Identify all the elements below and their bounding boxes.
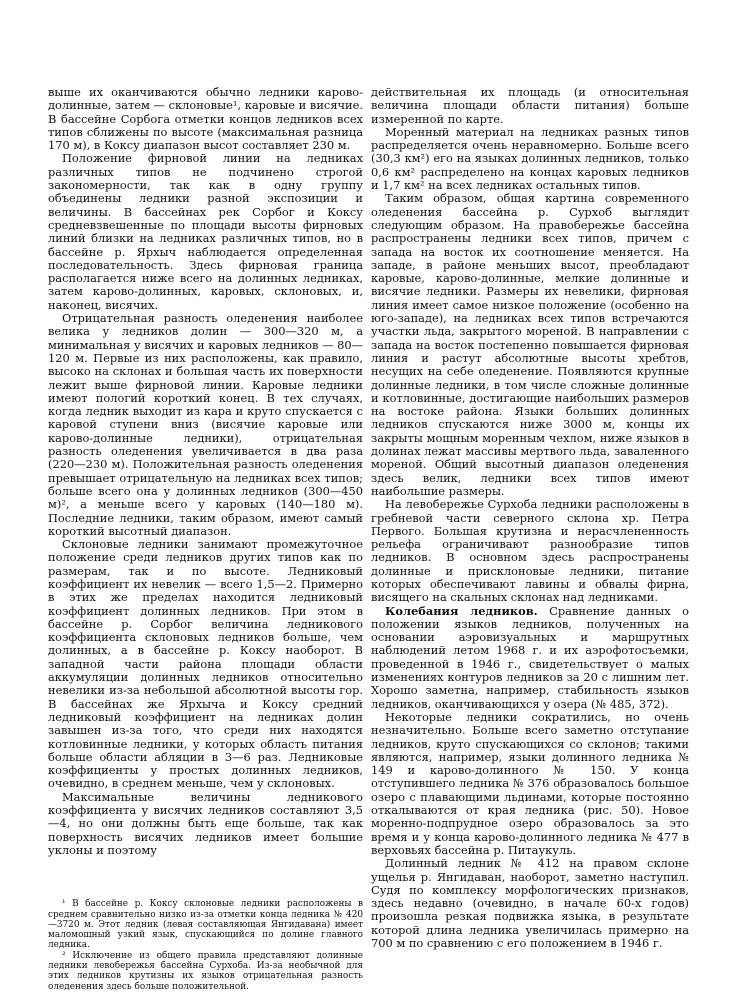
paragraph: Максимальные величины ледникового коэффициента у висячих ледников составляют 3,5—4, но они должны быть еще больше, так как поверхность висячих ледников имеет большие уклоны и поэтому <box>48 789 363 857</box>
paragraph: Некоторые ледники сократились, но очень незначительно. Больше всего заметно отступание ледников, круто спускающихся со склонов; такими являются, например, языки долинного ледника № 149 и карово-долинного № 150. У конца отступившего ледника № 376 образовалось большое озеро с плавающими льдинами, которые постоянно откалываются от края ледника (рис. 50). Новое моренно-подпрудное озеро образовалось за это время и у конца карово-долинного ледника № 477 в верховьях бассейна р. Питаукуль. <box>371 709 689 857</box>
paragraph: Склоновые ледники занимают промежуточное положение среди ледников других типов как по размерам, так и по высоте. Ледниковый коэффициент их невелик — всего 1,5—2. Примерно в этих же пределах находится ледниковый коэффициент долинных ледников. При этом в бассейне р. Сорбог величина ледникового коэффициента склоновых ледников больше, чем долинных, а в бассейне р. Коксу наоборот. В западной части района площади области аккумуляции долинных ледников относительно невелики из-за небольшой абсолютной высоты гор. В бассейнах же Ярхыча и Коксу средний ледниковый коэффициент на ледниках долин завышен из-за того, что среди них находятся котловинные ледники, у которых область питания больше области абляции в 3—6 раз. Ледниковые коэффициенты у простых долинных ледников, очевидно, в среднем меньше, чем у склоновых. <box>48 537 363 791</box>
paragraph: Долинный ледник № 412 на правом склоне ущелья р. Янгидаван, наоборот, заметно наступил. Судя по комплексу морфологических признаков, здесь недавно (очевидно, в начале 60-х годов) произошла резкая подвижка языка, в результате которой длина ледника увеличилась примерно на 700 м по сравнению с его положением в 1946 г. <box>371 856 689 950</box>
paragraph: Положение фирновой линии на ледниках различных типов не подчинено строгой закономерности, так как в одну группу объединены ледники разной экспозиции и величины. В бассейнах рек Сорбог и Коксу средневзвешенные по площади высоты фирновых линий близки на ледниках различных типов, но в бассейне р. Ярхыч наблюдается определенная последовательность. Здесь фирновая граница располагается ниже всего на долинных ледниках, затем карово-долинных, каровых, склоновых, и, наконец, висячих. <box>48 151 363 312</box>
paragraph: На левобережье Сурхоба ледники расположены в гребневой части северного склона хр. Петра Первого. Большая крутизна и нерасчлененность рельефа ограничивают разнообразие типов ледников. В основном здесь распространены долинные и присклоновые ледники, питание которых обеспечивают лавины и обвалы фирна, висящего на скальных склонах над ледниками. <box>371 497 689 605</box>
footnote: ² Исключение из общего правила представляют долинные ледники левобережья бассейна Сурхоба. Из-за необычной для этих ледников крутизны их языков отрицательная разность оледенения здесь больше положительной. <box>48 950 363 992</box>
paragraph: действительная их площадь (и относительная величина площади области питания) больше измеренной по карте. <box>371 85 689 126</box>
left-column <box>48 86 363 992</box>
paragraph: Отрицательная разность оледенения наиболее велика у ледников долин — 300—320 м, а минимальная у висячих и каровых ледников — 80—120 м. Первые из них расположены, как правило, высоко на склонах и большая часть их поверхности лежит выше фирновой линии. Каровые ледники имеют пологий короткий конец. В тех случаях, когда ледник выходит из кара и круто спускается с каровой ступени вниз (висячие каровые или карово-долинные ледники), отрицательная разность оледенения увеличивается в два раза (220—230 м). Положительная разность оледенения превышает отрицательную на ледниках всех типов; больше всего она у долинных ледников (300—450 м)², а меньше всего у каровых (140—180 м). Последние ледники, таким образом, имеют самый короткий высотный диапазон. <box>48 311 363 538</box>
right-column <box>371 86 689 950</box>
footnote: ¹ В бассейне р. Коксу склоновые ледники расположены в среднем сравнительно низко из-за отметки конца ледника № 420—3720 м. Этот ледник (левая составляющая Янгидавана) имеет маломощный узкий язык, спускающийся по долине главного ледника. <box>48 899 363 951</box>
paragraph <box>371 605 689 711</box>
paragraph: выше их оканчиваются обычно ледники карово-долинные, затем — склоновые¹, каровые и висячие. В бассейне Сорбога отметки концов ледников всех типов сближены по высоте (максимальная разница 170 м), в Коксу диапазон высот составляет 230 м. <box>48 85 363 153</box>
paragraph-text: Сравнение данных о положении языков ледников, полученных на основании аэровизуальных и маршрутных наблюдений летом 1968 г. и их аэрофотосъемки, проведенной в 1946 г., свидетельствует о малых изменениях контуров ледников за 20 с лишним лет. Хорошо заметна, например, стабильность языков ледников, оканчивающихся у озера (№ 485, 372). <box>371 603 689 711</box>
paragraph: Таким образом, общая картина современного оледенения бассейна р. Сурхоб выглядит следующим образом. На правобережье бассейна распространены ледники всех типов, причем с запада на восток их соотношение меняется. На западе, в районе меньших высот, преобладают каровые, карово-долинные, мелкие долинные и висячие ледники. Размеры их невелики, фирновая линия имеет самое низкое положение (особенно на юго-западе), на ледниках всех типов встречаются участки льда, закрытого мореной. В направлении с запада на восток постепенно повышается фирновая линия и растут абсолютные высоты хребтов, несущих на себе оледенение. Появляются крупные долинные ледники, в том числе сложные долинные и котловинные, достигающие наибольших размеров на востоке района. Языки больших долинных ледников спускаются ниже 3000 м, концы их закрыты мощным моренным чехлом, ниже языков в долинах лежат массивы мертвого льда, заваленного мореной. Общий высотный диапазон оледенения здесь велик, ледники всех типов имеют наибольшие размеры. <box>371 191 689 498</box>
paragraph: Моренный материал на ледниках разных типов распределяется очень неравномерно. Больше всего (30,3 км²) его на языках долинных ледников, только 0,6 км² распределено на концах каровых ледников и 1,7 км² на всех ледниках остальных типов. <box>371 124 689 193</box>
footnotes <box>48 899 363 992</box>
section-title: Колебания ледников. <box>385 603 538 618</box>
